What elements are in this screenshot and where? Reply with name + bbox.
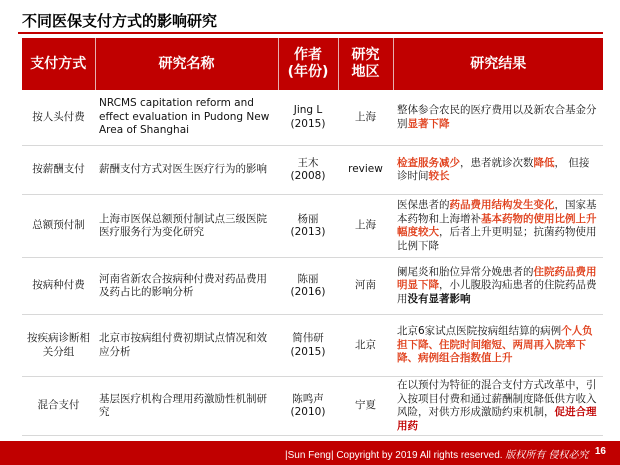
result-cell bbox=[393, 90, 603, 146]
copyright-slogan: 版权所有 侵权必究 bbox=[505, 450, 589, 461]
author-year: (2010) bbox=[290, 406, 326, 418]
author-name: 杨丽 bbox=[297, 212, 319, 225]
result-text: ，国家基本药物和上海增补 bbox=[397, 199, 597, 225]
result-text: ，小儿腹股沟疝患者的住院药品费用 bbox=[397, 279, 597, 305]
study-name-cell: NRCMS capitation reform and effect evaluation in Pudong New Area of Shanghai bbox=[95, 90, 278, 146]
payment-type-cell: 按病种付费 bbox=[22, 258, 95, 315]
author-cell bbox=[278, 258, 338, 315]
author-name: 陈鸣声 bbox=[292, 392, 324, 405]
result-cell bbox=[393, 146, 603, 195]
copyright-notice bbox=[285, 446, 589, 461]
author-name: 简伟研 bbox=[292, 332, 324, 344]
author-year: (2013) bbox=[290, 226, 326, 238]
result-highlight: 个人负担下降、住院时间缩短、两周再入院率下降、病例组合指数值上升 bbox=[397, 325, 593, 365]
author-year: (2008) bbox=[290, 170, 326, 182]
result-cell bbox=[393, 315, 603, 377]
copyright-text: |Sun Feng| Copyright by 2019 All rights reserved. bbox=[285, 450, 503, 461]
header-region bbox=[338, 38, 393, 90]
result-highlight: 促进合理用药 bbox=[397, 406, 597, 432]
page-number: 16 bbox=[594, 446, 606, 457]
author-cell bbox=[278, 195, 338, 258]
region-cell: 上海 bbox=[338, 195, 393, 258]
research-table bbox=[22, 38, 603, 436]
title-underline bbox=[18, 32, 603, 34]
header-result: 研究结果 bbox=[393, 38, 603, 90]
payment-type-cell: 混合支付 bbox=[22, 377, 95, 436]
table-row bbox=[22, 195, 603, 258]
study-name-cell: 北京市按病组付费初期试点情况和效应分析 bbox=[95, 315, 278, 377]
result-text: 阑尾炎和胎位异常分娩患者的 bbox=[397, 265, 534, 278]
study-name-cell: 薪酬支付方式对医生医疗行为的影响 bbox=[95, 146, 278, 195]
table-row bbox=[22, 377, 603, 436]
result-highlight: 住院药品费用明显下降 bbox=[397, 265, 597, 292]
result-text: 整体参合农民的医疗费用以及新农合基金分别 bbox=[397, 104, 597, 130]
result-text: 在以预付为特征的混合支付方式改革中，引入按项目付费和通过薪酬制度降低供方收入风险，对供方形成激励约束机制， bbox=[397, 379, 597, 418]
result-bold: 没有显著影响 bbox=[407, 292, 471, 305]
result-highlight: 基本药物的使用比例上升幅度较大 bbox=[397, 212, 597, 238]
author-name: 陈丽 bbox=[297, 272, 319, 285]
study-name-cell: 基层医疗机构合理用药激励性机制研究 bbox=[95, 377, 278, 436]
result-highlight: 降低 bbox=[533, 156, 555, 169]
payment-type-cell: 按薪酬支付 bbox=[22, 146, 95, 195]
author-year: (2015) bbox=[290, 117, 326, 130]
result-highlight: 药品费用结构发生变化 bbox=[449, 199, 555, 211]
result-text: ，患者就诊次数 bbox=[460, 156, 534, 169]
author-name: Jing L bbox=[293, 104, 323, 116]
region-cell: 北京 bbox=[338, 315, 393, 377]
header-author-label: 作者 bbox=[294, 47, 322, 63]
result-highlight: 显著下降 bbox=[407, 117, 450, 130]
page-title: 不同医保支付方式的影响研究 bbox=[22, 12, 218, 30]
region-cell: 宁夏 bbox=[338, 377, 393, 436]
region-cell: 河南 bbox=[338, 258, 393, 315]
region-cell: 上海 bbox=[338, 90, 393, 146]
region-cell: review bbox=[338, 146, 393, 195]
header-year-label: (年份) bbox=[287, 64, 329, 80]
author-cell bbox=[278, 377, 338, 436]
header-study-name: 研究名称 bbox=[95, 38, 278, 90]
author-cell bbox=[278, 146, 338, 195]
result-cell bbox=[393, 258, 603, 315]
result-text: ， 但接诊时间 bbox=[397, 156, 590, 182]
result-text: ，后者上升更明显；抗菌药物使用比例下降 bbox=[397, 226, 597, 252]
author-cell bbox=[278, 90, 338, 146]
header-region-line1: 研究 bbox=[351, 47, 380, 63]
result-highlight: 较长 bbox=[428, 170, 450, 182]
header-region-line2: 地区 bbox=[351, 64, 380, 80]
payment-type-cell: 按疾病诊断相关分组 bbox=[22, 315, 95, 377]
author-name: 王木 bbox=[297, 156, 319, 169]
table-row bbox=[22, 146, 603, 195]
footer-bar bbox=[0, 441, 620, 465]
author-year: (2015) bbox=[290, 345, 326, 358]
table-row bbox=[22, 315, 603, 377]
result-highlight: 检查服务减少 bbox=[397, 156, 460, 169]
payment-type-cell: 按人头付费 bbox=[22, 90, 95, 146]
header-payment-type: 支付方式 bbox=[22, 38, 95, 90]
header-author-year bbox=[278, 38, 338, 90]
table-row bbox=[22, 258, 603, 315]
study-name-cell: 河南省新农合按病种付费对药品费用及药占比的影响分析 bbox=[95, 258, 278, 315]
table-row bbox=[22, 90, 603, 146]
result-text: 医保患者的 bbox=[397, 199, 450, 211]
author-cell bbox=[278, 315, 338, 377]
study-name-cell: 上海市医保总额预付制试点三级医院医疗服务行为变化研究 bbox=[95, 195, 278, 258]
result-cell bbox=[393, 195, 603, 258]
result-cell bbox=[393, 377, 603, 436]
table-header-row bbox=[22, 38, 603, 90]
author-year: (2016) bbox=[290, 286, 326, 298]
result-text: 北京6家试点医院按病组结算的病例 bbox=[397, 325, 562, 338]
payment-type-cell: 总额预付制 bbox=[22, 195, 95, 258]
